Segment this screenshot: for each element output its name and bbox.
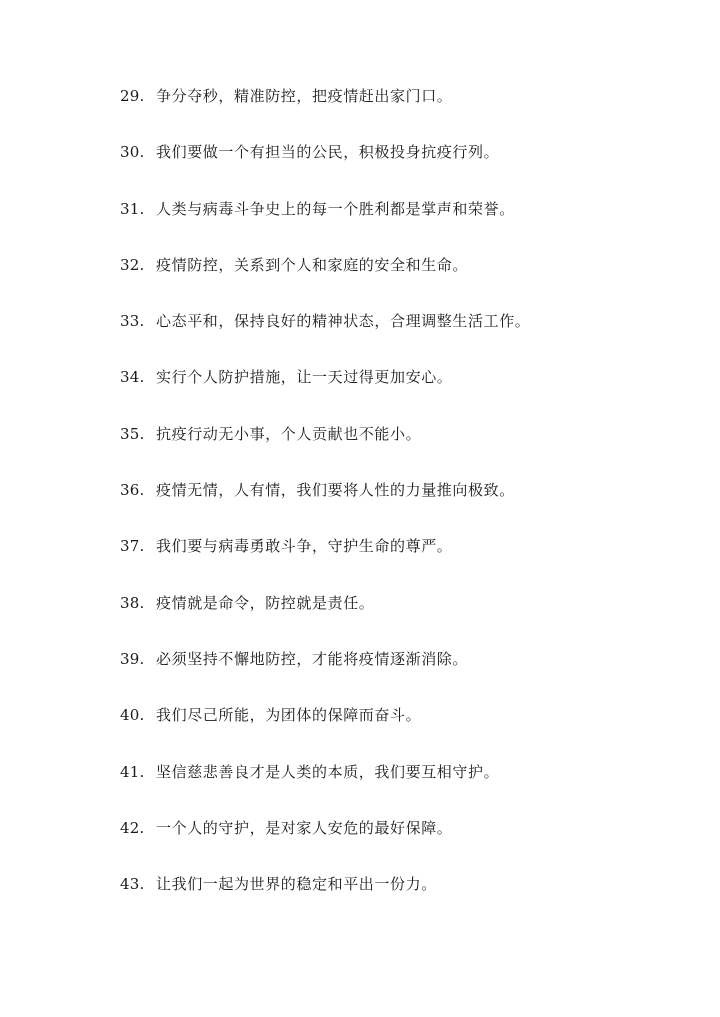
item-text: 我们要做一个有担当的公民，积极投身抗疫行列。 [156,143,500,162]
item-number: 30. [120,143,145,162]
item-text: 疫情防控，关系到个人和家庭的安全和生命。 [156,255,469,274]
list-item [120,762,680,818]
item-text: 我们要与病毒勇敢斗争，守护生命的尊严。 [156,537,453,556]
item-text: 必须坚持不懈地防控，才能将疫情逐渐消除。 [156,649,469,668]
item-text: 疫情就是命令，防控就是责任。 [156,593,375,612]
item-number: 42. [120,818,145,837]
item-number: 33. [120,312,145,331]
list-item [120,593,680,649]
item-text: 争分夺秒，精准防控，把疫情赶出家门口。 [156,87,453,105]
list-item [120,536,680,592]
item-text: 实行个人防护措施，让一天过得更加安心。 [156,368,453,387]
list-item [120,424,680,480]
list-item [120,649,680,705]
item-number: 32. [120,255,145,274]
item-number: 40. [120,706,145,725]
item-number: 31. [120,199,145,218]
list-item [120,311,680,367]
list-item [120,86,680,142]
item-text: 一个人的守护，是对家人安危的最好保障。 [156,818,453,837]
item-text: 人类与病毒斗争史上的每一个胜利都是掌声和荣誉。 [156,199,515,218]
item-text: 疫情无情，人有情，我们要将人性的力量推向极致。 [156,481,515,500]
item-text: 坚信慈悲善良才是人类的本质，我们要互相守护。 [156,762,500,781]
item-text: 抗疫行动无小事，个人贡献也不能小。 [156,424,422,443]
list-item [120,874,680,930]
list-item [120,367,680,423]
list-item [120,255,680,311]
item-number: 38. [120,593,145,612]
list-item [120,480,680,536]
item-text: 心态平和，保持良好的精神状态，合理调整生活工作。 [156,312,531,331]
item-number: 37. [120,537,145,556]
item-number: 41. [120,762,145,781]
item-number: 34. [120,368,145,387]
list-item [120,705,680,761]
list-item [120,818,680,874]
item-number: 29. [120,87,145,105]
item-text: 让我们一起为世界的稳定和平出一份力。 [156,875,437,894]
list-item [120,142,680,198]
list-item [120,199,680,255]
item-number: 36. [120,481,145,500]
item-number: 43. [120,875,145,894]
numbered-list [120,86,680,930]
item-number: 35. [120,424,145,443]
item-text: 我们尽己所能，为团体的保障而奋斗。 [156,706,422,725]
item-number: 39. [120,649,145,668]
